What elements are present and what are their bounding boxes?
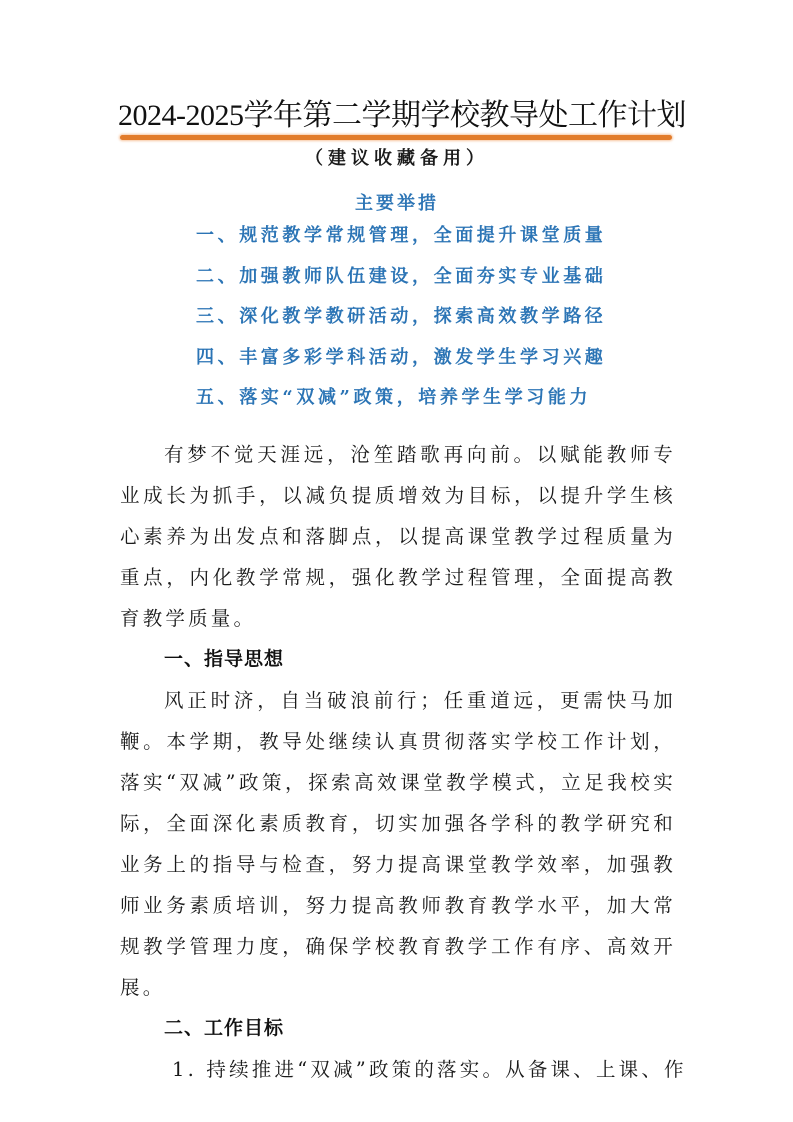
section-heading-work-goals: 二、工作目标	[164, 1017, 285, 1039]
intro-paragraph: 有梦不觉天涯远，沧笙踏歌再向前。以赋能教师专业成长为抓手，以减负提质增效为目标，以提升学生核心素养为出发点和落脚点，以提高课堂教学过程质量为重点，内化教学常规，强化教学过程管理，全面提高教育教学质量。	[120, 443, 676, 630]
measure-item: 一、规范教学常规管理，全面提升课堂质量	[196, 225, 607, 246]
measure-item: 四、丰富多彩学科活动，激发学生学习兴趣	[196, 346, 607, 368]
document-subtitle: （建议收藏备用）	[305, 148, 489, 169]
key-measures-block	[120, 192, 674, 427]
measure-item: 二、加强教师队伍建设，全面夯实专业基础	[196, 265, 607, 287]
guiding-ideology-paragraph: 风正时济，自当破浪前行；任重道远，更需快马加鞭。本学期，教导处继续认真贯彻落实学校工作计划，落实“双减”政策，探索高效课堂教学模式，立足我校实际，全面深化素质教育，切实加强各学科的教学研究和业务上的指导与检查，努力提高课堂教学效率，加强教师业务素质培训，努力提高教师教育教学水平，加大常规教学管理力度，确保学校教育教学工作有序、高效开展。	[120, 689, 676, 999]
work-goal-item: 1. 持续推进“双减”政策的落实。从备课、上课、作	[172, 1058, 687, 1081]
section-heading-guiding-ideology: 一、指导思想	[164, 648, 285, 670]
document-body	[120, 434, 687, 1090]
document-title: 2024-2025学年第二学期学校教导处工作计划	[118, 99, 686, 132]
key-measures-heading: 主要举措	[355, 193, 439, 214]
measure-item: 三、深化教学教研活动，探索高效教学路径	[196, 306, 607, 327]
title-underline	[120, 135, 672, 140]
measure-item: 五、落实“双减”政策，培养学生学习能力	[196, 387, 592, 408]
